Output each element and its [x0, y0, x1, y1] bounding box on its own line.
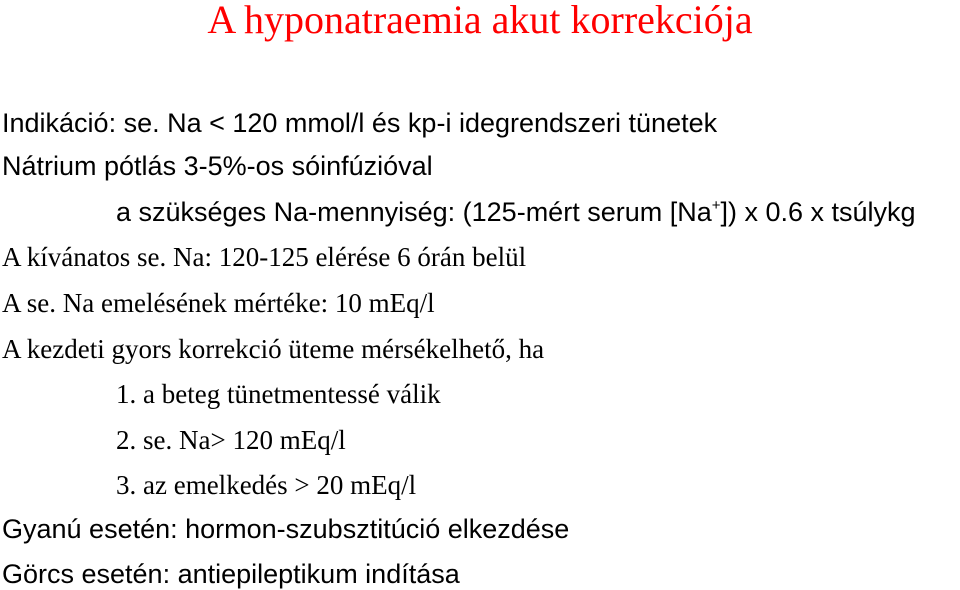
sodium-increase-rate-line: A se. Na emelésének mértéke: 10 mEq/l [2, 288, 435, 318]
initial-correction-line: A kezdeti gyors korrekció üteme mérsékelhető, ha [2, 334, 545, 364]
indication-line: Indikáció: se. Na < 120 mmol/l és kp-i idegrendszeri tünetek [2, 108, 718, 138]
list-item-asymptomatic: 1. a beteg tünetmentessé válik [116, 379, 441, 409]
formula-part-a: a szükséges Na-mennyiség: (125-mért serum [Na [116, 197, 712, 227]
target-sodium-line: A kívánatos se. Na: 120-125 elérése 6 órán belül [2, 242, 527, 272]
page-title: A hyponatraemia akut korrekciója [207, 0, 753, 42]
sodium-replacement-line: Nátrium pótlás 3-5%-os sóinfúzióval [2, 151, 433, 181]
formula-superscript: + [711, 197, 721, 214]
list-item-increase-above-20: 3. az emelkedés > 20 mEq/l [116, 470, 417, 500]
seizure-line: Görcs esetén: antiepileptikum indítása [2, 559, 460, 589]
list-item-sodium-above-120: 2. se. Na> 120 mEq/l [116, 425, 346, 455]
sodium-dose-formula [116, 197, 916, 227]
formula-part-b: ]) x 0.6 x tsúlykg [720, 197, 916, 227]
suspicion-line: Gyanú esetén: hormon-szubsztitúció elkezdése [2, 514, 570, 544]
